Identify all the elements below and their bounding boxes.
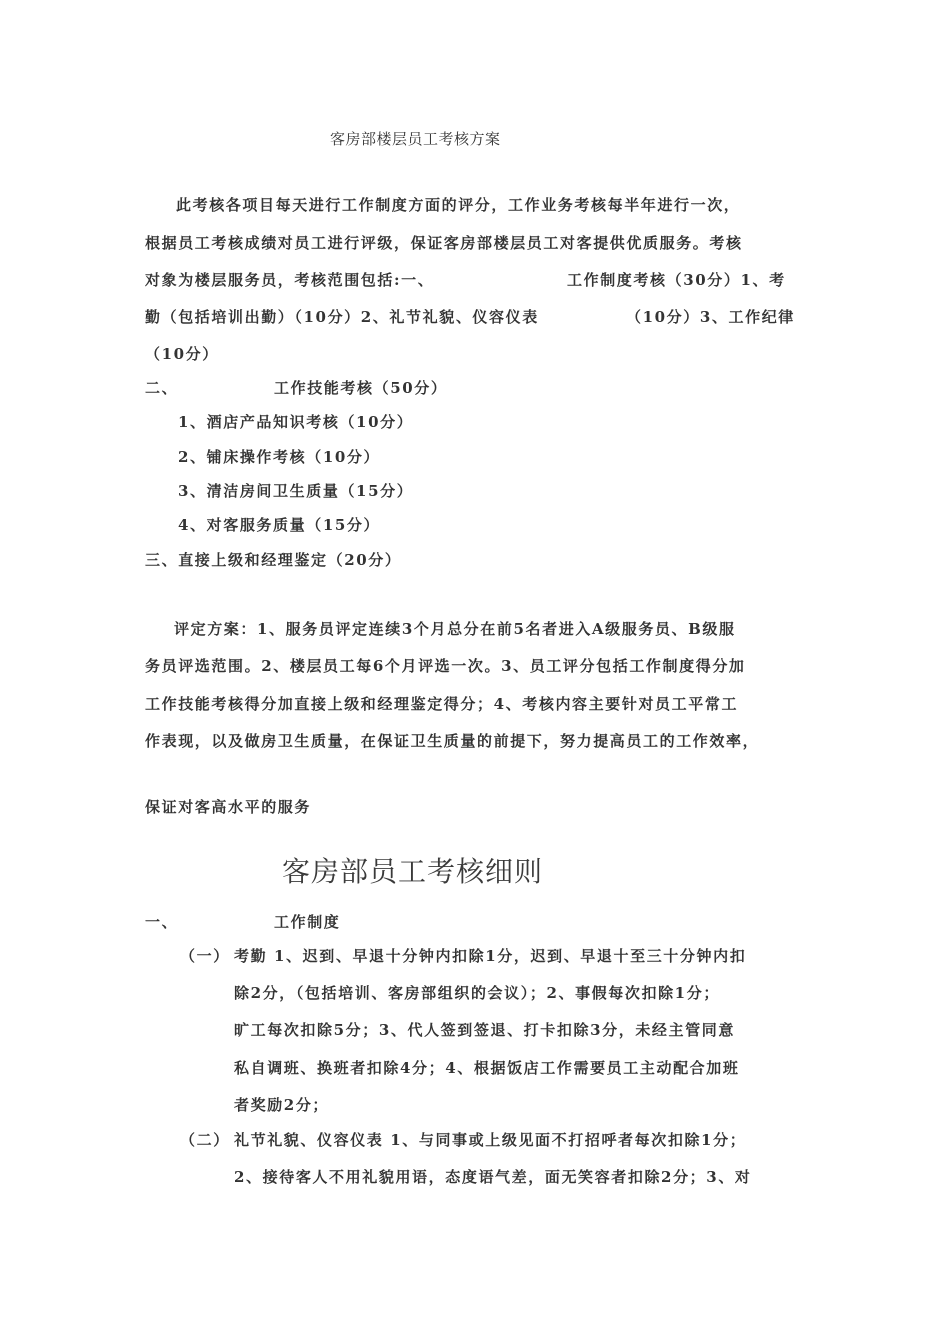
attendance-line-1: 考勤 1、迟到、早退十分钟内扣除1分，迟到、早退十至三十分钟内扣 — [234, 947, 747, 965]
intro-line-5: （10分） — [145, 345, 219, 363]
intro-line-4a: 勤（包括培训出勤）（10分）2、礼节礼貌、仪容仪表 — [145, 308, 539, 326]
attendance-line-4: 私自调班、换班者扣除4分；4、根据饭店工作需要员工主动配合加班 — [234, 1059, 740, 1077]
section2-title: 工作技能考核（50分） — [274, 379, 448, 397]
section2-item-4: 4、对客服务质量（15分） — [178, 516, 381, 534]
intro-line-3b: 工作制度考核（30分）1、考 — [567, 271, 786, 289]
section2-label: 二、 — [145, 379, 179, 397]
intro-line-1: 此考核各项目每天进行工作制度方面的评分，工作业务考核每半年进行一次， — [176, 196, 741, 214]
section2-item-1: 1、酒店产品知识考核（10分） — [178, 413, 414, 431]
rules-title: 客房部员工考核细则 — [282, 855, 544, 888]
evaluation-line-1: 评定方案：1、服务员评定连续3个月总分在前5名者进入A级服务员、B级服 — [174, 620, 736, 638]
section2-item-3: 3、清洁房间卫生质量（15分） — [178, 482, 414, 500]
evaluation-line-5: 保证对客高水平的服务 — [145, 798, 312, 816]
evaluation-line-2: 务员评选范围。2、楼层员工每6个月评选一次。3、员工评分包括工作制度得分加 — [145, 657, 746, 675]
intro-line-4b: （10分）3、工作纪律 — [626, 308, 795, 326]
evaluation-line-3: 工作技能考核得分加直接上级和经理鉴定得分；4、考核内容主要针对员工平常工 — [145, 695, 739, 713]
attendance-line-5: 者奖励2分； — [234, 1096, 330, 1114]
section2-item-2: 2、铺床操作考核（10分） — [178, 448, 381, 466]
etiquette-label: （二） — [180, 1131, 230, 1149]
attendance-label: （一） — [180, 947, 230, 965]
section3-title: 三、直接上级和经理鉴定（20分） — [145, 551, 402, 569]
rules-section1-label: 一、 — [145, 913, 179, 931]
intro-line-3a: 对象为楼层服务员，考核范围包括:一、 — [145, 271, 435, 289]
evaluation-line-4: 作表现，以及做房卫生质量，在保证卫生质量的前提下，努力提高员工的工作效率， — [145, 732, 760, 750]
attendance-line-2: 除2分，（包括培训、客房部组织的会议）；2、事假每次扣除1分； — [234, 984, 720, 1002]
attendance-line-3: 旷工每次扣除5分；3、代人签到签退、打卡扣除3分，未经主管同意 — [234, 1021, 735, 1039]
etiquette-line-2: 2、接待客人不用礼貌用语，态度语气差，面无笑容者扣除2分；3、对 — [234, 1168, 752, 1186]
etiquette-line-1: 礼节礼貌、仪容仪表 1、与同事或上级见面不打招呼者每次扣除1分； — [234, 1131, 747, 1149]
rules-section1-title: 工作制度 — [274, 913, 341, 931]
plan-title: 客房部楼层员工考核方案 — [330, 130, 501, 148]
intro-line-2: 根据员工考核成绩对员工进行评级，保证客房部楼层员工对客提供优质服务。考核 — [145, 234, 743, 252]
